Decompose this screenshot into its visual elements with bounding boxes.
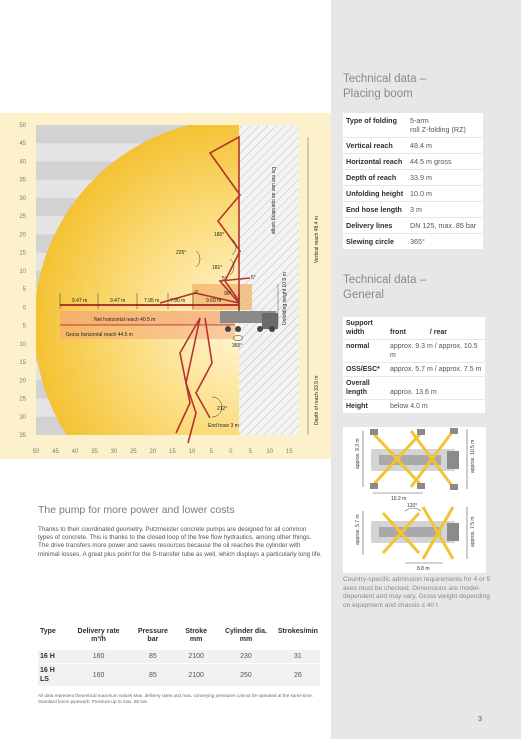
y-tick-label: 5	[22, 287, 26, 294]
gross-reach-label: Gross horizontal reach 44.5 m	[66, 332, 133, 338]
y-tick-label: 15	[19, 250, 26, 257]
table-header-row	[38, 627, 320, 650]
angle-label-90: 90°	[224, 291, 232, 297]
outrigger-pad	[370, 483, 378, 489]
column-header: Stroke mm	[185, 628, 207, 643]
spec-value: approx. 9.3 m / approx. 10.5 m	[387, 340, 485, 362]
table-row	[343, 186, 483, 201]
y-tick-label: 30	[19, 195, 26, 202]
spec-label: Horizontal reach	[343, 154, 407, 169]
outrigger-pad	[417, 429, 425, 435]
rear-label: / rear	[429, 329, 447, 336]
spec-label: normal	[343, 340, 387, 362]
dim-top-left: approx. 9.3 m	[355, 438, 361, 469]
truck-wheel	[225, 326, 231, 332]
segment-label-2: 9.47 m	[110, 298, 126, 304]
y-tick-label: 30	[19, 414, 26, 421]
table-row	[343, 234, 483, 249]
spec-label: End hose length	[343, 202, 407, 217]
truck-boom-bottom	[379, 527, 441, 537]
spec-label: Slewing circle	[343, 234, 407, 249]
spec-value: approx. 13.6 m	[387, 377, 485, 399]
table-row	[38, 650, 320, 664]
placing-boom-title-line2: Placing boom	[343, 88, 413, 100]
spec-value: below 4.0 m	[387, 400, 485, 413]
net-reach-label: Net horizontal reach 40.5 m	[94, 317, 156, 323]
working-range-diagram	[0, 113, 331, 459]
y-tick-label: 5	[22, 323, 26, 330]
x-tick-label: 5	[209, 449, 214, 455]
spec-value: DN 125, max. 85 bar	[407, 218, 483, 233]
table-cell: 85	[130, 664, 177, 687]
truck-wheel	[269, 326, 275, 332]
support-label-line1: Support	[346, 320, 373, 327]
angle-label-225: 225°	[176, 250, 187, 256]
pump-data-table	[38, 627, 320, 686]
spec-value	[407, 113, 483, 137]
table-row	[343, 170, 483, 185]
segment-label-1: 9.47 m	[72, 298, 88, 304]
angle-label-5b: 5°	[251, 275, 256, 281]
column-header: Delivery rate m³/h	[77, 628, 120, 643]
table-cell: 16 H LS	[38, 664, 67, 687]
spec-value: 33.9 m	[407, 170, 483, 185]
end-hose-label: End hose 3 m	[208, 423, 239, 429]
footnote-line-2: Standard boom pipework: Pressure up to max. 85 bar.	[38, 699, 149, 705]
vertical-reach-label: Vertical reach 48.4 m	[314, 216, 320, 263]
segment-label-3: 7.95 m	[144, 298, 160, 304]
truck-cab-top	[447, 451, 459, 469]
x-tick-label: 30	[110, 449, 118, 455]
column-header: Type	[40, 628, 56, 635]
x-tick-label: 40	[71, 449, 79, 455]
x-tick-label: 25	[130, 449, 137, 455]
y-tick-label: 10	[19, 268, 26, 275]
spec-label: Depth of reach	[343, 170, 407, 185]
pump-section-title: The pump for more power and lower costs	[38, 504, 235, 516]
table-cell: 2100	[176, 664, 216, 687]
placing-boom-table	[343, 112, 483, 250]
table-row	[343, 218, 483, 233]
spec-value: 3 m	[407, 202, 483, 217]
column-header: Pressure bar	[137, 628, 168, 643]
y-tick-label: 35	[19, 177, 26, 184]
front-label: front	[390, 329, 406, 336]
table-row	[38, 664, 320, 687]
table-row	[343, 154, 483, 169]
segment-label-4: 7.90 m	[170, 298, 186, 304]
angle-label-212: 212°	[217, 406, 228, 412]
spec-label: Unfolding height	[343, 186, 407, 201]
unfolding-band	[192, 284, 252, 310]
x-tick-label: 50	[32, 449, 40, 455]
placing-boom-title-line1: Technical data –	[343, 73, 427, 85]
support-width-header	[387, 317, 485, 339]
table-cell: 230	[216, 650, 276, 664]
dim-bottom-left: approx. 5.7 m	[355, 514, 361, 545]
pump-section-text: Thanks to their coordinated geometry, Putzmeister concrete pumps are designed for all common types of concrete. This is thanks to the closed loop of the free flow hydraulics, among other things. The drive transfers more power and saves resources because the oil reaches the cylinder with minimal losses. A great plus point for the S-transfer tube as well, which displays a particularly long life.	[38, 526, 322, 558]
spec-value: 10.0 m	[407, 186, 483, 201]
y-tick-label: 25	[19, 214, 26, 221]
dim-bottom-right: approx. 7.5 m	[470, 516, 476, 547]
x-tick-label: 10	[266, 449, 274, 455]
y-tick-label: 15	[19, 360, 26, 367]
support-label-line2: width	[346, 329, 365, 336]
angle-label-365: 365°	[232, 343, 243, 349]
y-tick-label: 0	[22, 305, 26, 312]
spec-value: 44.5 m gross	[407, 154, 483, 169]
table-cell: 31	[276, 650, 320, 664]
spec-value-line1: 5-arm	[410, 116, 429, 125]
x-tick-label: 45	[52, 449, 59, 455]
table-cell: 250	[216, 664, 276, 687]
dim-top-bottom: 10.2 m	[391, 496, 407, 502]
y-tick-label: 10	[19, 341, 26, 348]
truck-cab	[262, 313, 278, 329]
table-cell: 2100	[176, 650, 216, 664]
y-tick-label: 50	[19, 123, 26, 129]
table-row	[343, 377, 485, 399]
bottom-angle: 120°	[407, 503, 418, 509]
table-row	[343, 400, 485, 413]
spec-value: 48.4 m	[407, 138, 483, 153]
angle-label-180: 180°	[214, 232, 225, 238]
y-tick-label: 35	[19, 433, 26, 439]
general-title-line2: General	[343, 289, 384, 301]
outrigger-pad	[450, 484, 458, 490]
x-tick-label: 0	[229, 449, 233, 455]
no-operate-label: Do not use as operating range	[270, 167, 276, 235]
outrigger-diagram	[343, 427, 486, 573]
table-row	[343, 363, 485, 376]
table-cell: 160	[67, 650, 129, 664]
table-cell: 26	[276, 664, 320, 687]
truck-wheel	[257, 326, 263, 332]
general-title	[343, 273, 426, 303]
angle-label-181: 181°	[212, 265, 223, 271]
spec-label: Height	[343, 400, 387, 413]
outrigger-pad	[450, 428, 458, 434]
spec-label: OSS/ESC*	[343, 363, 387, 376]
spec-label: Type of folding	[343, 113, 407, 137]
general-title-line1: Technical data –	[343, 274, 427, 286]
table-row	[343, 138, 483, 153]
truck-cab-bottom	[447, 523, 459, 541]
table-row	[343, 340, 485, 362]
column-header: Strokes/min	[277, 628, 318, 635]
no-operate-zone	[239, 125, 299, 435]
table-cell: 160	[67, 664, 129, 687]
y-tick-label: 20	[19, 378, 26, 385]
angle-label-5a: 5°	[222, 276, 227, 282]
spec-value-line2: roll Z-folding (RZ)	[410, 125, 466, 134]
unfolding-height-label: Unfolding height 10.0 m	[282, 272, 288, 325]
spec-label: Vertical reach	[343, 138, 407, 153]
y-tick-label: 20	[19, 232, 26, 239]
y-tick-label: 25	[19, 396, 26, 403]
dim-bottom-bottom: 8.8 m	[417, 566, 430, 572]
spec-label: Delivery lines	[343, 218, 407, 233]
outrigger-pad	[370, 429, 378, 435]
support-width-label	[343, 317, 387, 339]
spec-value: approx. 5.7 m / approx. 7.5 m	[387, 363, 485, 376]
y-tick-label: 45	[19, 141, 26, 148]
depth-reach-label: Depth of reach 33.9 m	[314, 375, 320, 425]
outrigger-svg	[343, 427, 486, 573]
x-tick-label: 20	[149, 449, 157, 455]
outrigger-pad	[417, 483, 425, 489]
x-tick-label: 15	[285, 449, 293, 455]
admission-note: Country-specific admission requirements for 4 or 5 axes must be checked. Dimensions are model-dependent and may vary. Gross weight depending on equipment and chassis ≤ 40 t	[343, 576, 491, 609]
x-tick-label: 15	[169, 449, 176, 455]
y-tick-label: 40	[19, 159, 26, 166]
dim-top-right: approx. 10.5 m	[470, 439, 476, 473]
truck-wheel	[235, 326, 241, 332]
segment-label-5: 9.69 m	[206, 298, 222, 304]
footnote	[38, 693, 323, 706]
placing-boom-title	[343, 72, 426, 102]
x-tick-label: 10	[188, 449, 196, 455]
table-cell: 16 H	[38, 650, 67, 664]
column-header: Cylinder dia. mm	[224, 628, 267, 643]
table-row	[343, 317, 485, 339]
table-row	[343, 202, 483, 217]
angle-label-3: 3°	[194, 290, 199, 296]
footnote-line-1: All data represent theoretical maximum values Max. delivery rates and max. conveying pressures cannot be operated at the same time.	[38, 693, 313, 698]
spec-value: 365°	[407, 234, 483, 249]
x-tick-label: 5	[248, 449, 252, 455]
page-number: 3	[478, 716, 482, 723]
spec-label: Overall length	[343, 377, 387, 399]
general-table	[343, 316, 485, 414]
table-cell: 85	[130, 650, 177, 664]
x-tick-label: 35	[91, 449, 98, 455]
table-row	[343, 113, 483, 137]
